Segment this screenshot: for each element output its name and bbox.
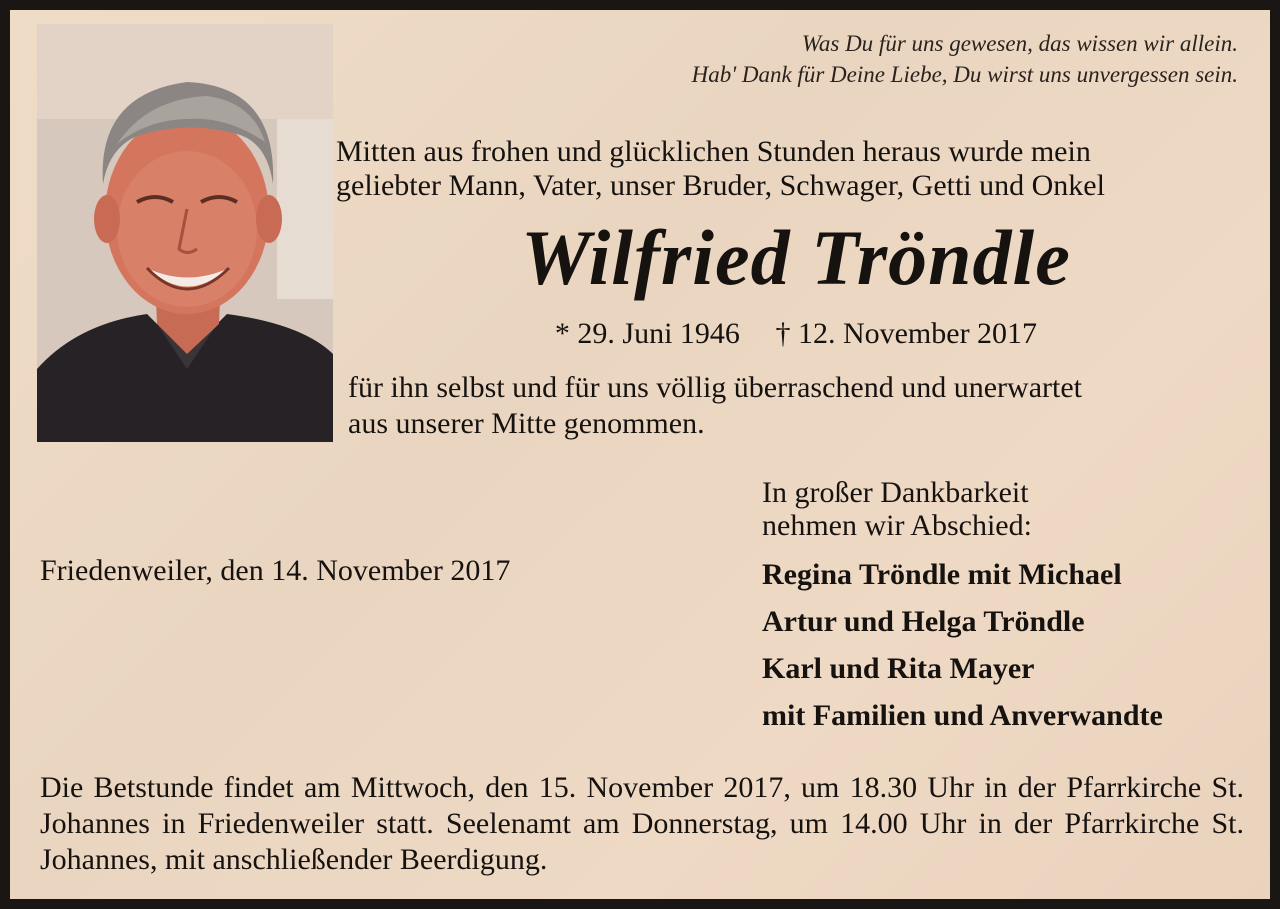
memorial-verse-line-1: Was Du für uns gewesen, das wissen wir allein. <box>801 31 1238 56</box>
deceased-name: Wilfried Tröndle <box>521 214 1071 301</box>
death-date: † 12. November 2017 <box>775 317 1038 350</box>
birth-date: * 29. Juni 1946 <box>554 317 740 350</box>
farewell-text <box>762 476 1032 542</box>
farewell-line-2: nehmen wir Abschied: <box>762 509 1032 542</box>
memorial-verse <box>478 28 1238 90</box>
mourners-list <box>762 551 1163 739</box>
outro-line-2: aus unserer Mitte genommen. <box>348 407 705 440</box>
memorial-verse-line-2: Hab' Dank für Deine Liebe, Du wirst uns unvergessen sein. <box>691 62 1238 87</box>
mourner-entry: Artur und Helga Tröndle <box>762 605 1085 638</box>
intro-line-1: Mitten aus frohen und glücklichen Stunden heraus wurde mein <box>336 135 1091 168</box>
place-and-date: Friedenweiler, den 14. November 2017 <box>40 554 511 587</box>
portrait-illustration <box>37 24 333 442</box>
life-dates <box>336 316 1256 352</box>
mourner-entry: Karl und Rita Mayer <box>762 652 1035 685</box>
outro-line-1: für ihn selbst und für uns völlig überraschend und unerwartet <box>348 371 1082 404</box>
portrait-photo <box>37 24 333 442</box>
intro-text <box>336 135 1236 203</box>
obituary-card <box>10 10 1270 899</box>
mourner-entry: mit Familien und Anverwandte <box>762 699 1163 732</box>
outro-text <box>348 370 1248 442</box>
intro-line-2: geliebter Mann, Vater, unser Bruder, Schwager, Getti und Onkel <box>336 169 1105 202</box>
mourner-entry: Regina Tröndle mit Michael <box>762 558 1122 591</box>
farewell-line-1: In großer Dankbarkeit <box>762 476 1029 509</box>
service-notice: Die Betstunde findet am Mittwoch, den 15. November 2017, um 18.30 Uhr in der Pfarrkirche St. Johannes in Friedenweiler statt. Seelenamt am Donnerstag, um 14.00 Uhr in der Pfarrkirche St. Johannes, mit anschließender Beerdigung. <box>40 771 1244 876</box>
